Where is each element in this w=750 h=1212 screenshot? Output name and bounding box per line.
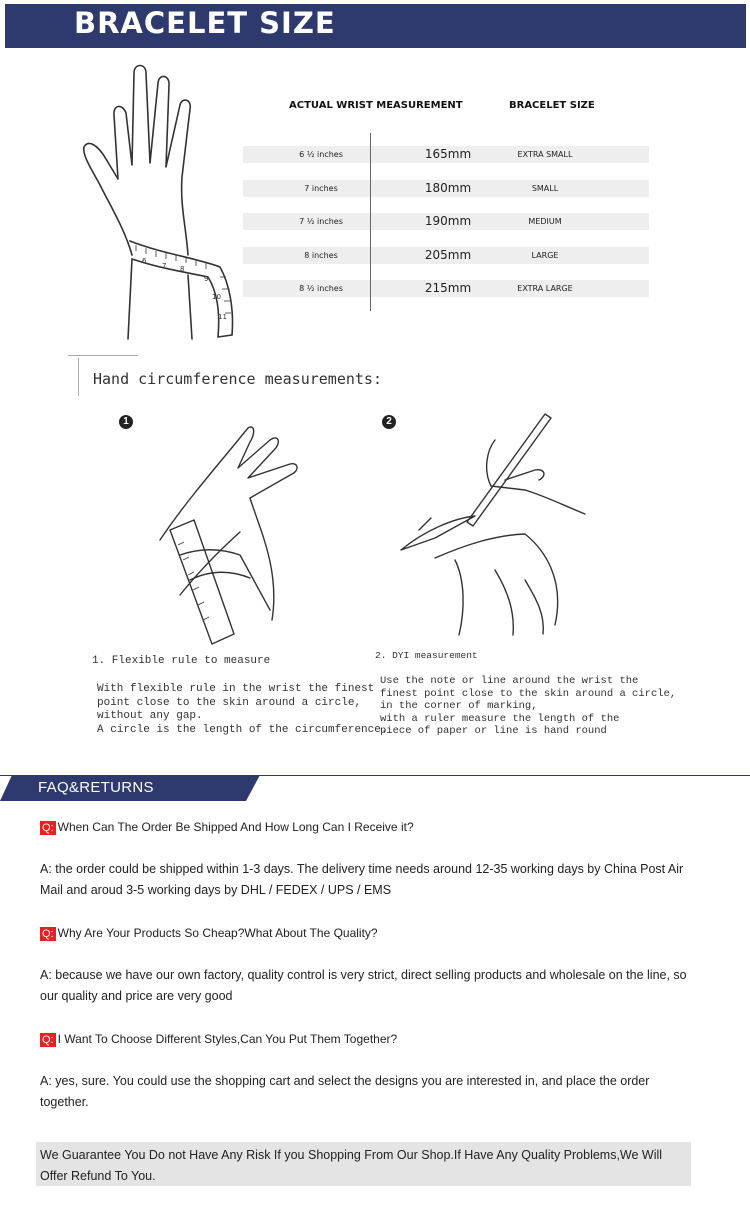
- table-row: [243, 280, 649, 297]
- tape-number: 11: [218, 313, 227, 321]
- faq-answer: A: because we have our own factory, quality control is very strict, direct selling products and wholesale on the line, so our quality and price are very good: [40, 968, 687, 1003]
- faq-question: [40, 1032, 397, 1047]
- step2-line: piece of paper or line is hand round: [380, 725, 607, 738]
- table-header-size: BRACELET SIZE: [509, 100, 595, 111]
- hand-circumference-title: Hand circumference measurements:: [93, 370, 382, 388]
- table-row: [243, 247, 649, 264]
- faq-answer: A: yes, sure. You could use the shopping cart and select the designs you are interested in, and place the order together.: [40, 1074, 650, 1109]
- table-row: [243, 213, 649, 230]
- section-rule: [78, 358, 79, 396]
- page-title: BRACELET SIZE: [74, 6, 336, 40]
- row-size: LARGE: [531, 251, 559, 260]
- row-mm: 190mm: [424, 214, 472, 228]
- row-inches: 8 inches: [304, 251, 338, 260]
- step2-description: [380, 675, 676, 738]
- tape-number: 7: [162, 262, 167, 270]
- faq-title: FAQ&RETURNS: [38, 779, 154, 796]
- question-text: When Can The Order Be Shipped And How Long Can I Receive it?: [57, 820, 414, 834]
- row-inches: 7 inches: [304, 184, 338, 193]
- step1-caption: 1. Flexible rule to measure: [92, 655, 271, 667]
- question-text: Why Are Your Products So Cheap?What About The Quality?: [57, 926, 378, 940]
- step1-line: without any gap.: [97, 710, 203, 722]
- faq-question: [40, 820, 414, 835]
- flexible-rule-illustration: [150, 420, 320, 645]
- step1-line: With flexible rule in the wrist the finest: [97, 683, 375, 695]
- step2-line: finest point close to the skin around a circle,: [380, 687, 677, 700]
- row-size: EXTRA LARGE: [517, 284, 573, 293]
- section-rule: [68, 355, 138, 356]
- row-inches: 8 ½ inches: [299, 284, 343, 293]
- row-mm: 180mm: [424, 181, 472, 195]
- step2-caption: 2. DYI measurement: [375, 650, 478, 661]
- question-text: I Want To Choose Different Styles,Can You Put Them Together?: [57, 1032, 398, 1046]
- question-badge: Q:: [42, 1034, 54, 1046]
- tape-number: 8: [180, 265, 185, 273]
- dyi-measure-illustration: [395, 410, 595, 645]
- step2-line: in the corner of marking,: [380, 700, 538, 713]
- guarantee-text: We Guarantee You Do not Have Any Risk If you Shopping From Our Shop.If Have Any Quality Problems,We Will Offer Refund To You.: [40, 1148, 663, 1183]
- row-inches: 7 ½ inches: [299, 217, 343, 226]
- step-number: 1: [119, 415, 133, 429]
- row-inches: 6 ½ inches: [299, 150, 343, 159]
- tape-number: 10: [212, 293, 221, 301]
- step-number: 2: [382, 415, 396, 429]
- step2-line: with a ruler measure the length of the: [380, 712, 620, 725]
- tape-number: 6: [142, 257, 147, 265]
- row-mm: 205mm: [424, 248, 472, 262]
- table-row: [243, 146, 649, 163]
- question-badge: Q:: [42, 822, 54, 834]
- row-size: EXTRA SMALL: [517, 150, 573, 159]
- hand-measure-illustration: [70, 55, 250, 345]
- table-header-wrist: ACTUAL WRIST MEASUREMENT: [289, 100, 463, 111]
- guarantee-box: [36, 1142, 691, 1186]
- faq-question: [40, 926, 378, 941]
- row-mm: 165mm: [424, 147, 472, 161]
- step1-line: A circle is the length of the circumference.: [97, 723, 388, 736]
- step1-description: [97, 683, 387, 737]
- table-divider: [370, 133, 371, 311]
- row-size: SMALL: [531, 184, 559, 193]
- faq-answer: A: the order could be shipped within 1-3 days. The delivery time needs around 12-35 working days by China Post Air Mail and aroud 3-5 working days by DHL / FEDEX / UPS / EMS: [40, 862, 684, 897]
- question-badge: Q:: [42, 928, 54, 940]
- step1-line: point close to the skin around a circle,: [97, 696, 362, 709]
- table-row: [243, 180, 649, 197]
- tape-number: 9: [204, 275, 209, 283]
- row-mm: 215mm: [424, 281, 472, 295]
- row-size: MEDIUM: [528, 217, 562, 226]
- step2-line: Use the note or line around the wrist the: [380, 675, 639, 687]
